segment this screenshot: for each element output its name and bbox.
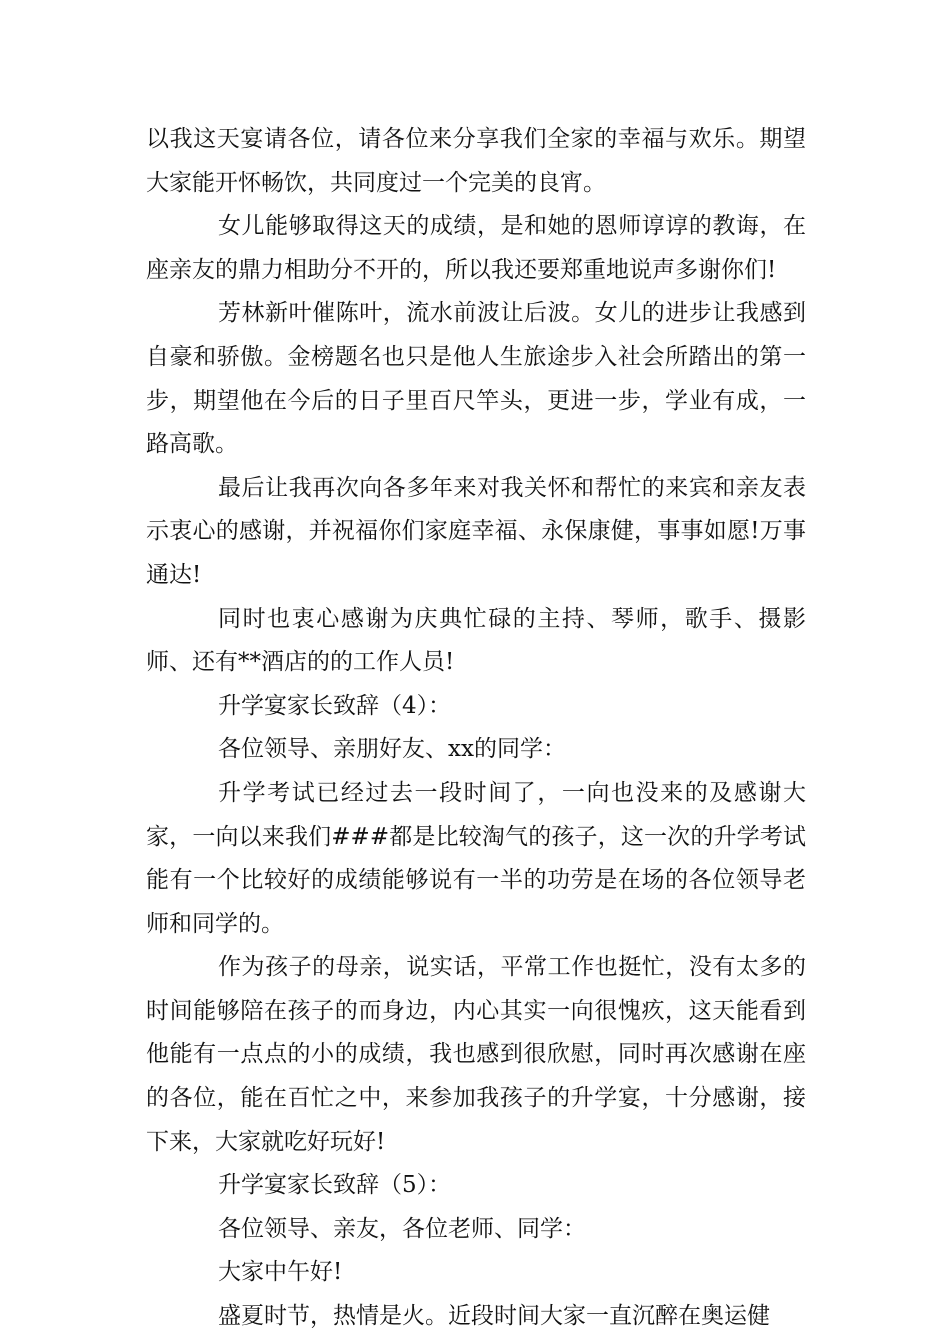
salutation-4: 各位领导、亲朋好友、xx的同学： [218,736,566,763]
paragraph-4: 最后让我再次向各多年来对我关怀和帮忙的来宾和亲友表示衷心的感谢，并祝福你们家庭幸福、永保康健，事事如愿!万事通达! [146,474,806,588]
paragraph-5: 同时也衷心感谢为庆典忙碌的主持、琴师，歌手、摄影师、还有**酒店的的工作人员! [146,605,806,676]
paragraph-8: 盛夏时节，热情是火。近段时间大家一直沉醉在奥运健 [218,1303,770,1330]
paragraph-7: 作为孩子的母亲，说实话，平常工作也挺忙，没有太多的时间能够陪在孩子的而身边，内心其实一向很愧疚，这天能看到他能有一点点的小的成绩，我也感到很欣慰，同时再次感谢在座的各位，能在百忙之中，来参加我孩子的升学宴，十分感谢，接下来，大家就吃好玩好! [146,954,806,1155]
paragraph-1: 以我这天宴请各位，请各位来分享我们全家的幸福与欢乐。期望大家能开怀畅饮，共同度过一个完美的良宵。 [146,126,806,196]
paragraph-3: 芳林新叶催陈叶，流水前波让后波。女儿的进步让我感到自豪和骄傲。金榜题名也只是他人生旅途步入社会所踏出的第一步，期望他在今后的日子里百尺竿头，更进一步，学业有成，一路高歌。 [146,300,806,458]
section-heading-5: 升学宴家长致辞（5）： [218,1172,452,1199]
section-heading-4: 升学宴家长致辞（4）： [218,692,452,719]
salutation-5: 各位领导、亲友，各位老师、同学： [218,1215,586,1242]
paragraph-6: 升学考试已经过去一段时间了，一向也没来的及感谢大家，一向以来我们###都是比较淘气的孩子，这一次的升学考试能有一个比较好的成绩能够说有一半的功劳是在场的各位领导老师和同学的。 [146,779,806,937]
paragraph-2: 女儿能够取得这天的成绩，是和她的恩师谆谆的教诲，在座亲友的鼎力相助分不开的，所以我还要郑重地说声多谢你们! [146,213,806,283]
document-body [146,118,806,1339]
greeting: 大家中午好! [218,1259,343,1286]
